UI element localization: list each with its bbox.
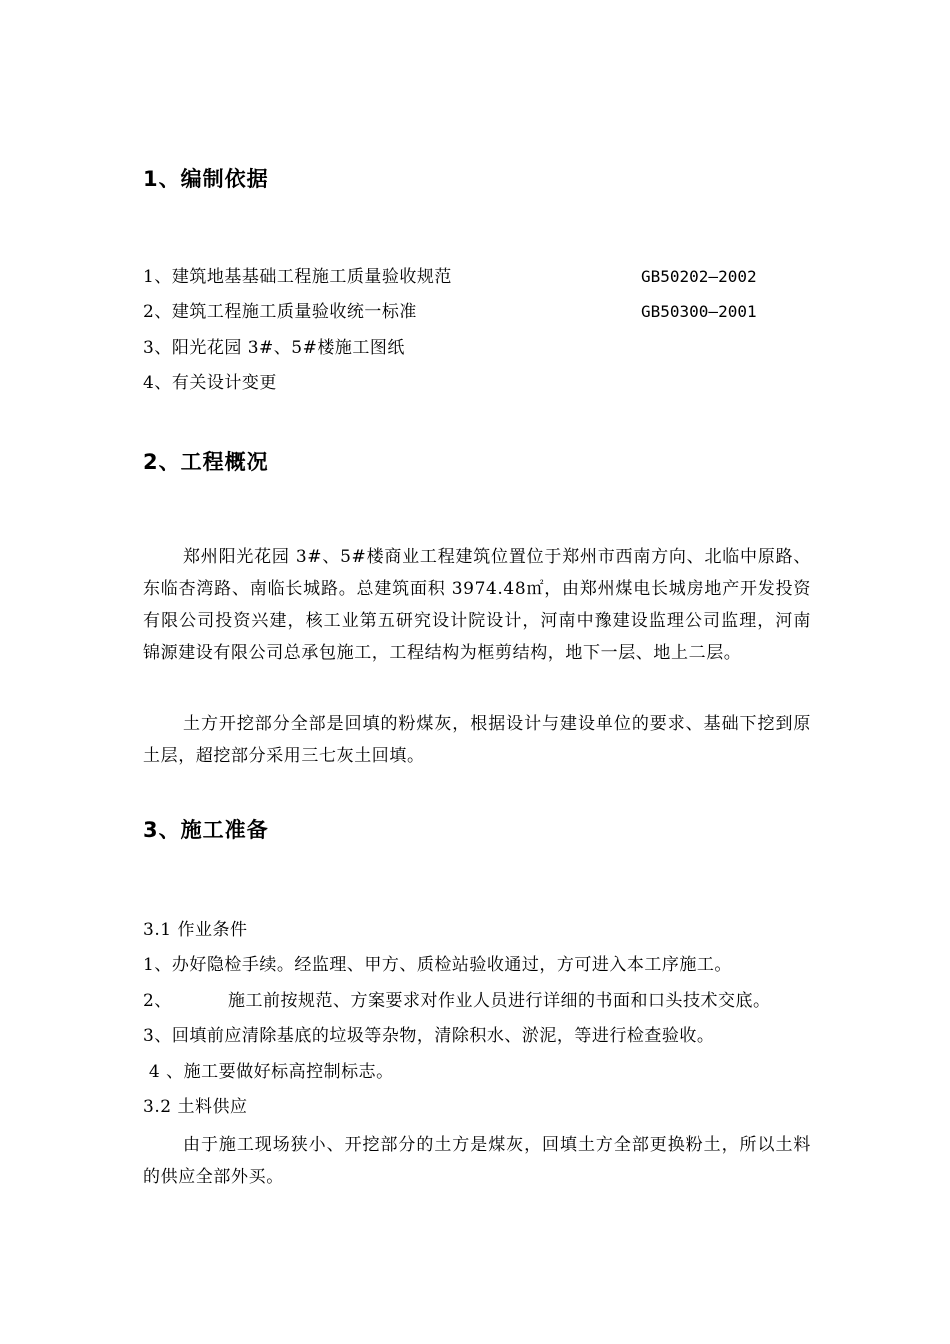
- section-heading-overview: 2、工程概况: [143, 450, 269, 474]
- basis-item-1-code: GB50202—2002: [641, 267, 757, 286]
- section-heading-preparation: 3、施工准备: [143, 818, 269, 842]
- basis-item-3: 3、阳光花园 3#、5#楼施工图纸: [143, 338, 405, 358]
- condition-item-3: 3、回填前应清除基底的垃圾等杂物，清除积水、淤泥，等进行检查验收。: [143, 1026, 715, 1046]
- condition-item-1: 1、办好隐检手续。经监理、甲方、质检站验收通过，方可进入本工序施工。: [143, 955, 732, 975]
- condition-item-4: 4 、施工要做好标高控制标志。: [143, 1062, 394, 1082]
- basis-item-4: 4、有关设计变更: [143, 373, 277, 393]
- basis-item-2-code: GB50300—2001: [641, 302, 757, 321]
- condition-item-2-number: 2、: [143, 991, 172, 1011]
- overview-paragraph-1: 郑州阳光花园 3#、5#楼商业工程建筑位置位于郑州市西南方向、北临中原路、东临杏湾路、南临长城路。总建筑面积 3974.48㎡，由郑州煤电长城房地产开发投资有限公司投资兴建，核工业第五研究设计院设计，河南中豫建设监理公司监理，河南锦源建设有限公司总承包施工，工程结构为框剪结构，地下一层、地上二层。: [143, 547, 811, 663]
- overview-paragraph-2: 土方开挖部分全部是回填的粉煤灰，根据设计与建设单位的要求、基础下挖到原土层，超挖部分采用三七灰土回填。: [143, 714, 811, 766]
- condition-item-2-text: 施工前按规范、方案要求对作业人员进行详细的书面和口头技术交底。: [228, 991, 771, 1011]
- subsection-title-supply: 3.2 土料供应: [143, 1097, 248, 1117]
- supply-paragraph: 由于施工现场狭小、开挖部分的土方是煤灰，回填土方全部更换粉土，所以土料的供应全部外买。: [143, 1135, 811, 1187]
- section-heading-basis: 1、编制依据: [143, 167, 269, 191]
- basis-item-2: 2、建筑工程施工质量验收统一标准: [143, 302, 417, 322]
- subsection-title-conditions: 3.1 作业条件: [143, 920, 248, 940]
- basis-item-1: 1、建筑地基基础工程施工质量验收规范: [143, 267, 452, 287]
